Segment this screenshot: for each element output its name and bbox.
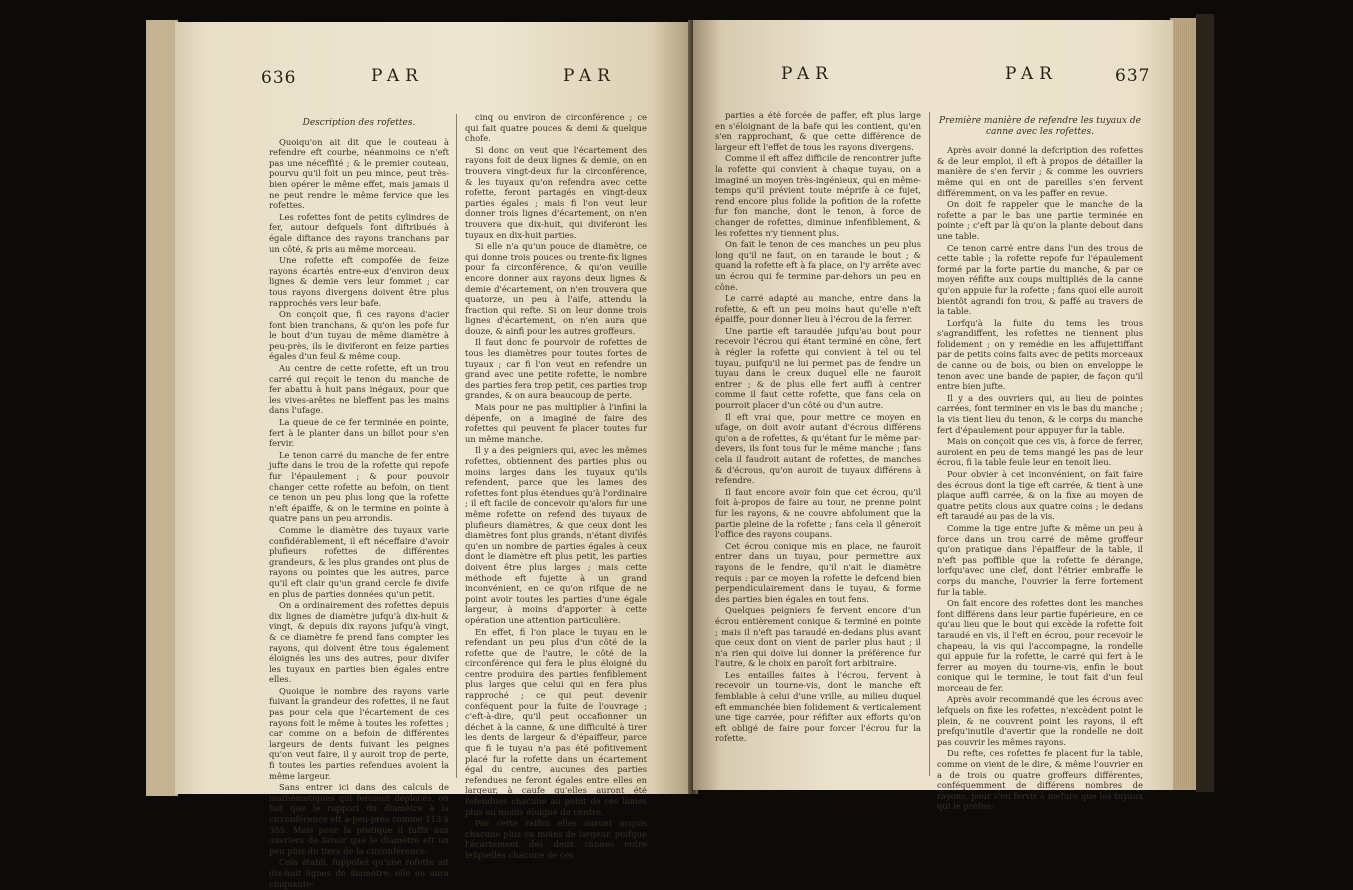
right-page xyxy=(693,20,1173,812)
paragraph: cinq ou environ de circonférence ; ce qui fait quatre pouces & demi & quelque chofe. xyxy=(465,112,647,144)
paragraph: La queue de ce fer terminée en pointe, fert à le planter dans un billot pour s'en fervir. xyxy=(269,417,449,449)
paragraph: Les rofettes font de petits cylindres de fer, autour defquels font diftribués à égale diftance des rayons tranchans par un côté, & pris au même morceau. xyxy=(269,211,449,254)
paragraph: Comme la tige entre jufte & même un peu à force dans un trou carré de même groffeur qu'on pratique dans l'épaiffeur de la table, il n'eft pas poffible que la rofette fe dérange, lorfqu'avec une clef, dont l'étrier embraffe le corps du manche, l'ouvrier la ferre fortement fur la table. xyxy=(937,522,1143,597)
paragraph: Il y a des peigniers qui, avec les mêmes rofettes, obtiennent des parties plus ou moins larges dans les tuyaux qu'ils refendent, parce que les lames des rofettes font plus étendues qu'à l'ordinaire ; il eft facile de concevoir qu'alors fur une même rofette on refend des tuyaux de plufieurs diamètres, & que ceux dont les diamètres font plus grands, n'étant divifés qu'en un nombre de parties égales à ceux dont le diamètre eft plus petit, les parties doivent être plus larges ; mais cette méthode eft fujette à un grand inconvénient, en ce qu'on rifque de ne point avoir toutes les parties d'une égale largeur, à moins d'apporter à cette opération une attention particulière. xyxy=(465,445,647,625)
paragraph: Si elle n'a qu'un pouce de diamètre, ce qui donne trois pouces ou trente-fix lignes pour fa circonférence, & qu'on veuille encore donner aux rayons deux lignes & demie d'écartement, on n'en trouvera que quatorze, un peu à l'aife, attendu la fraction qui refte. Si on leur donne trois lignes d'écartement, on n'en aura que douze, & ainfi pour les autres groffeurs. xyxy=(465,241,647,336)
paragraph: Cet écrou conique mis en place, ne fauroit entrer dans un tuyau, pour permettre aux rayons de le fendre, qu'il n'ait le diamètre requis : par ce moyen la rofette le defcend bien perpendiculairement dans le tuyau, & forme des parties bien égales en tout fens. xyxy=(715,540,921,604)
paragraph: parties a été forcée de paffer, eft plus large en s'éloignant de la bafe qui les contient, qu'en s'en rapprochant, & que cette différence de largeur eft l'effet de tous les rayons divergens. xyxy=(715,110,921,152)
paragraph: On doit fe rappeler que le manche de la rofette a par le bas une partie terminée en pointe ; c'eft par là qu'on la plante debout dans une table. xyxy=(937,199,1143,241)
paragraph: Quelques peigniers fe fervent encore d'un écrou entièrement conique & terminé en pointe ; mais il n'eft pas taraudé en-dedans plus avant que ceux dont on vient de parler plus haut ; il n'a rien qui doive lui donner la préférence fur l'autre, & le choix en paroît fort arbitraire. xyxy=(715,605,921,669)
running-header-left-a: PAR xyxy=(371,66,424,86)
paragraph: Les entailles faites à l'écrou, fervent à recevoir un tourne-vis, dont le manche eft femblable à celui d'une vrille, au milieu duquel eft emmanchée bien folidement & verticalement une tige carrée, pour réfifter aux efforts qu'on eft obligé de faire pour forcer l'écrou fur la rofette. xyxy=(715,669,921,744)
paragraph: Après avoir recommandé que les écrous avec lefquels on fixe les rofettes, n'excèdent point le plein, & ne couvrent point les rayons, il eft prefqu'inutile d'avertir que la rondelle ne doit pas couvrir les mêmes rayons. xyxy=(937,694,1143,747)
section-title: Description des rofettes. xyxy=(302,118,416,128)
paragraph: Le carré adapté au manche, entre dans la rofette, & eft un peu moins haut qu'elle n'eft épaiffe, pour donner lieu à l'écrou de la ferrer. xyxy=(715,293,921,325)
paragraph: Lorfqu'à la fuite du tems les trous s'agrandiffent, les rofettes ne tiennent plus folidement ; on y remédie en les affujettiffant par de petits coins faits avec de petits morceaux de canne ou de bois, ou bien on enveloppe le tenon avec une bande de papier, de façon qu'il entre bien jufte. xyxy=(937,317,1143,392)
paragraph: Mais pour ne pas multiplier à l'infini la dépenfe, on a imaginé de faire des rofettes qui peuvent fe placer toutes fur un même manche. xyxy=(465,402,647,444)
paragraph: Il faut donc fe pourvoir de rofettes de tous les diamètres pour toutes fortes de tuyaux ; car fi l'on veut en refendre un grand avec une petite rofette, le nombre des parties fera trop petit, ces parties trop grandes, & on aura beaucoup de perte. xyxy=(465,337,647,401)
paragraph: Mais on conçoit que ces vis, à force de ferrer, auroient en peu de tems mangé les pas de leur écrou, fi la table feule leur en tenoit lieu. xyxy=(937,436,1143,468)
paragraph: Comme le diamètre des tuyaux varie confidérablement, il eft néceffaire d'avoir plufieurs rofettes de différentes grandeurs, & les plus grandes ont plus de rayons ou pointes que les autres, parce qu'il eft clair qu'un grand cercle fe divife en plus de parties données qu'un petit. xyxy=(269,524,449,599)
paragraph: Il y a des ouvriers qui, au lieu de pointes carrées, font terminer en vis le bas du manche ; la vis tient lieu du tenon, & le corps du manche fert d'épaulement pour appuyer fur la table. xyxy=(937,392,1143,435)
running-header-right-b: PAR xyxy=(1005,64,1058,84)
paragraph: On conçoit que, fi ces rayons d'acier font bien tranchans, & qu'on les pofe fur le bout d'un tuyau de même diamètre à peu-près, ils le diviferont en feize parties égales d'un feul & même coup. xyxy=(269,309,449,362)
running-header-right-a: PAR xyxy=(781,64,834,84)
left-page-column-1 xyxy=(269,112,449,890)
paragraph: Ce tenon carré entre dans l'un des trous de cette table ; la rofette repofe fur l'épaulement formé par la forte partie du manche, & par ce moyen réfifte aux coups multipliés de la canne qu'on appuie fur la rofette ; fans quoi elle auroit bientôt agrandi fon trou, & paffé au travers de la table. xyxy=(937,242,1143,317)
paragraph: Sans entrer ici dans des calculs de mathématiques qui feroient déplacés, on fait que le rapport du diamètre à la circonférence eft à-peu-près comme 113 à 355. Mais pour la pratique il fuffit aux ouvriers de favoir que le diamètre eft un peu plus du tiers de la circonférence. xyxy=(269,782,449,856)
paragraph: Il eft vrai que, pour mettre ce moyen en ufage, on doit avoir autant d'écrous différens qu'on a de rofettes, & qu'étant fur le même par-devers, ils font tous fur le même manche ; fans cela il faudroit autant de rofettes, de manches & d'écrous, qu'on auroit de tuyaux différens à refendre. xyxy=(715,411,921,486)
paragraph: Au centre de cette rofette, eft un trou carré qui reçoit le tenon du manche de fer abattu à huit pans inégaux, pour que les vives-arêtes ne bleffent pas les mains dans l'ufage. xyxy=(269,363,449,416)
paragraph: On fait encore des rofettes dont les manches font différens dans leur partie fupérieure, en ce qu'au lieu que le bout qui excède la rofette foit taraudé en vis, il l'eft en écrou, pour recevoir le chapeau, la vis qui l'accompagne, la rondelle qui appuie fur la rofette, le carré qui fert à le ferrer au moyen du tourne-vis, enfin le bout conique qui le termine, le tout fait d'un feul morceau de fer. xyxy=(937,598,1143,693)
right-page-column-2 xyxy=(937,110,1143,813)
paragraph: Il faut encore avoir foin que cet écrou, qu'il foit à-propos de faire au tour, ne prenne point fur les rayons, & ne couvre abfolument que la partie pleine de la rofette ; fans cela il gêneroit l'office des rayons coupans. xyxy=(715,486,921,540)
column-divider-left xyxy=(456,114,457,778)
page-number-right: 637 xyxy=(1115,66,1151,86)
paragraph: Quoique le nombre des rayons varie fuivant la grandeur des rofettes, il ne faut pas pour cela que l'écartement de ces rayons foit le même à toutes les rofettes ; car comme on a befoin de différentes largeurs de dents fuivant les peignes qu'on veut faire, il y auroit trop de perte, fi toutes les parties refendues avoient la même largeur. xyxy=(269,685,449,781)
paragraph: Du refte, ces rofettes fe placent fur la table, comme on vient de le dire, & même l'ouvrier en a de trois ou quatre groffeurs différentes, conféquemment de différens nombres de rayons, pour s'en fervir à mefure que les tuyaux qui le préfen- xyxy=(937,748,1143,812)
paragraph: Après avoir donné la defcription des rofettes & de leur emploi, il eft à propos de détailler la manière de s'en fervir ; & comme les ouvriers même qui en ont de pareilles s'en fervent différemment, on va les paffer en revue. xyxy=(937,145,1143,198)
paragraph: Une rofette eft compofée de feize rayons écartés entre-eux d'environ deux lignes & demie vers leur fommet ; car tous rayons divergens doivent être plus rapprochés vers leur bafe. xyxy=(269,255,449,308)
paragraph: Par cette raifon elles auront acquis chacune plus ou moins de largeur, puifque l'écartement des deux cannes entre lefquelles chacune de ces xyxy=(465,818,647,860)
page-number-left: 636 xyxy=(261,68,297,88)
left-page-column-2 xyxy=(465,112,647,862)
paragraph: On fait le tenon de ces manches un peu plus long qu'il ne faut, on en taraude le bout ; & quand la rofette eft à fa place, on l'y arrête avec un écrou qui fe termine par-dehors un peu en cône. xyxy=(715,239,921,292)
paragraph: Cela établi, fuppofez qu'une rofette ait dix-huit lignes de diamètre, elle en aura cinquante- xyxy=(269,857,449,889)
paragraph: Pour obvier à cet inconvénient, on fait faire des écrous dont la tige eft carrée, & tient à une plaque auffi carrée, & on la fixe au moyen de quatre petits clous aux quatre coins ; le dedans eft taraudé au pas de la vis. xyxy=(937,469,1143,522)
right-page-column-1 xyxy=(715,110,921,745)
left-page xyxy=(175,22,693,889)
paragraph: Le tenon carré du manche de fer entre jufte dans le trou de la rofette qui repofe fur l'épaulement ; & pour pouvoir changer cette rofette au befoin, on tient ce tenon un peu plus long que la rofette n'eft épaiffe, & on le termine en pointe à quatre pans un peu arrondis. xyxy=(269,449,449,524)
book-cover-right xyxy=(1196,14,1214,792)
paragraph: Une partie eft taraudée jufqu'au bout pour recevoir l'écrou qui étant terminé en cône, fert à régler la rofette qui convient à tel ou tel tuyau, puifqu'il ne lui permet pas de fendre un tuyau dans le creux duquel elle ne fauroit entrer ; & de plus elle fert auffi à centrer comme il faut cette rofette, que fans cela on pourroit placer d'un côté ou d'un autre. xyxy=(715,325,921,411)
paragraph: Quoiqu'on ait dit que le couteau à refendre eft courbe, néanmoins ce n'eft pas une néceffité ; & le premier couteau, pourvu qu'il foit un peu mince, peut très-bien opérer le même effet, mais jamais il ne peut rendre le même fervice que les rofettes. xyxy=(269,136,449,211)
book-page-edges-left xyxy=(146,20,178,796)
paragraph: Comme il eft affez difficile de rencontrer jufte la rofette qui convient à chaque tuyau, on a imaginé un moyen très-ingénieux, qui en même-temps qu'il prévient toute méprife à ce fujet, rend encore plus folide la pofition de la rofette fur fon manche, dont le tenon, à force de changer de rofettes, diminue infenfiblement, & les rofettes n'y tiennent plus. xyxy=(715,153,921,238)
paragraph: En effet, fi l'on place le tuyau en le refendant un peu plus d'un côté de la rofette que de l'autre, le côté de la circonférence qui fera le plus éloigné du centre produira des parties fenfiblement plus larges que celui qui en fera plus rapproché ; ce qui peut devenir conféquent pour la fuite de l'ouvrage ; c'eft-à-dire, qu'il peut occafionner un déchet à la canne, & une difficulté à tirer les dents de largeur & d'épaiffeur, parce que fi le tuyau n'a pas été pofitivement placé fur la rofette dans un écartement égal du centre, aucunes des parties refendues ne feront égales entre elles en largeur, à caufe qu'elles auront été refendues chacune au point de ces lames plus ou moins éloigné du centre. xyxy=(465,626,647,817)
section-title: Première manière de refendre les tuyaux de canne avec les rofettes. xyxy=(939,116,1141,137)
paragraph: Si donc on veut que l'écartement des rayons foit de deux lignes & demie, on en trouvera vingt-deux fur la circonférence, & les tuyaux qu'on refendra avec cette rofette, feront partagés en vingt-deux parties égales ; mais fi l'on veut leur donner trois lignes d'écartement, on n'en trouvera que dix-huit, qui diviferont les tuyaux en dix-huit parties. xyxy=(465,144,647,240)
paragraph: On a ordinairement des rofettes depuis dix lignes de diamètre jufqu'à dix-huit & vingt, & depuis dix rayons jufqu'à vingt, & ce diamètre fe prend fans compter les rayons, qui doivent être tous également éloignés les uns des autres, pour divifer les tuyaux en parties bien égales entre elles. xyxy=(269,600,449,685)
column-divider-right xyxy=(929,112,930,776)
running-header-left-b: PAR xyxy=(563,66,616,86)
